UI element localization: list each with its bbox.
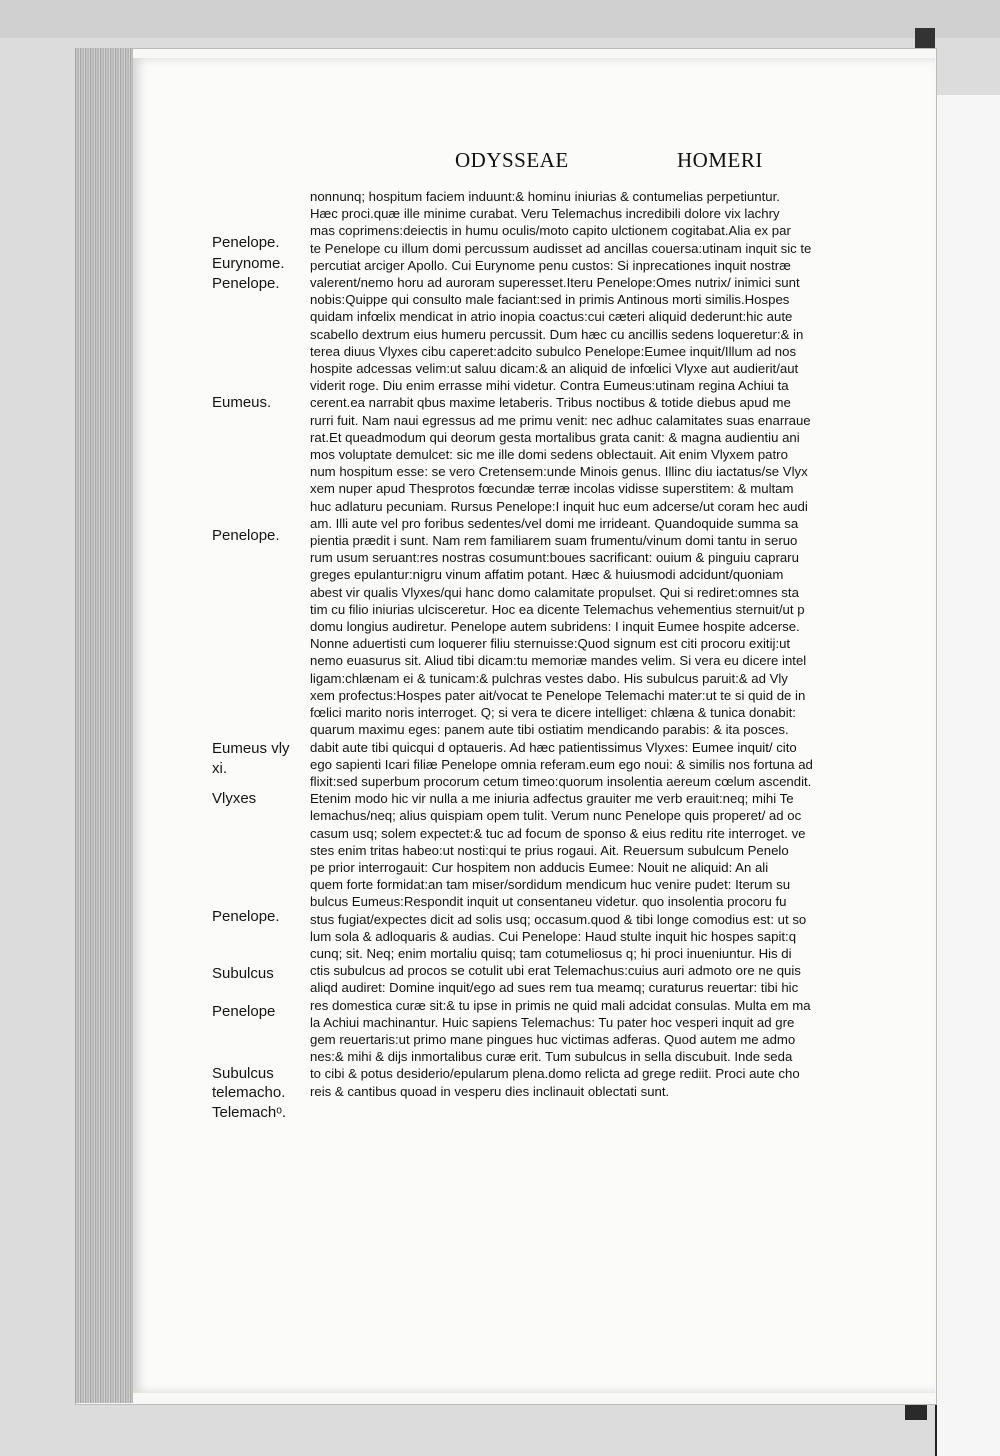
text-line: cerent.ea narrabit qbus maxime letaberis. Tribus noctibus & totide diebus apud me xyxy=(310,395,791,411)
text-line: gem reuertaris:ut primo mane pingues huc victimas adferas. Quod autem me admo xyxy=(310,1031,796,1047)
header-left: ODYSSEAE xyxy=(455,148,569,172)
text-line: ctis subulcus ad procos se cotulit ubi erat Telemachus:cuius auri admoto ore ne quis xyxy=(310,963,801,979)
text-line: nonnunq; hospitum faciem induunt:& hominu iniurias & contumelias perpetiuntur. xyxy=(310,189,780,204)
text-line: mos voluptate demulcet: sic me ille domi sedens oblectauit. Ait enim Vlyxem patro xyxy=(310,447,788,463)
body-text xyxy=(310,188,925,1100)
page-fore-edge xyxy=(75,48,133,1403)
text-line: dabit aute tibi quicqui d optaueris. Ad hæc patientissimus Vlyxes: Eumee inquit/ cito xyxy=(310,739,797,755)
text-line: quem forte formidat:an tam miser/sordidum mendicum huc venire pudet: Iterum su xyxy=(310,877,791,893)
text-line: lum sola & adloquaris & audias. Cui Penelope: Haud stulte inquit hic hospes sapit:q xyxy=(310,928,797,944)
facing-page-edge xyxy=(935,95,1000,1456)
text-line: cunq; sit. Neq; enim mortaliu quisq; tam cotumeliosus q; hi proci inueniuntur. His di xyxy=(310,945,792,961)
text-line: rat.Et queadmodum qui deorum gesta mortalibus grata canit: & magna audientiu ani xyxy=(310,429,800,445)
text-line: casum usq; solem expectet:& tuc ad focum de sponso & eius reditu rite interroget. ve xyxy=(310,825,806,841)
text-line: pe prior interrogauit: Cur hospitem non adducis Eumee: Nouit ne aliquid: An ali xyxy=(310,859,769,875)
text-line: lemachus/neq; alius quispiam opem tulit. Verum nunc Penelope quis properet/ ad oc xyxy=(310,808,802,824)
text-line: nes:& mihi & dijs inmortalibus curæ erit. Tum subulcus in sella discubuit. Inde seda xyxy=(310,1049,793,1065)
text-line: viderit roge. Diu enim errasse mihi videtur. Contra Eumeus:utinam regina Achiui ta xyxy=(310,378,789,394)
text-line: tim cu filio iniurias ulcisceretur. Hoc ea dicente Telemachus vehementius sternuit/ut p xyxy=(310,601,805,617)
margin-note: xi. xyxy=(212,760,227,777)
text-line: nobis:Quippe qui consulto male faciant:sed in primis Antinous morti similis.Hospes xyxy=(310,292,790,308)
text-line: res domestica curæ sit:& tu ipse in primis ne quid mali adcidat consulas. Multa em ma xyxy=(310,997,811,1013)
text-line: xem profectus:Hospes pater ait/vocat te Penelope Telemachi mater:ut te si quid de in xyxy=(310,687,806,703)
text-line: xem nuper apud Thesprotos fœcundæ terræ incolas vidisse superstitem: & multam xyxy=(310,481,794,497)
margin-note: Subulcus xyxy=(212,1065,274,1082)
text-line: stes enim tritas habeo:ut nosti:qui te prius rogaui. Ait. Reuersum subulcum Penelo xyxy=(310,842,789,858)
text-line: bulcus Eumeus:Respondit inquit ut consentaneu videtur. quo insolentia procoru fu xyxy=(310,894,787,910)
text-line: aliqd audiret: Domine inquit/ego ad sues rem tua meamq; curaturus reuertar: tibi hic xyxy=(310,980,799,996)
margin-note: Penelope. xyxy=(212,234,280,251)
margin-note: Penelope. xyxy=(212,908,280,925)
margin-note: Eumeus. xyxy=(212,394,272,411)
margin-note: telemacho. xyxy=(212,1084,286,1101)
text-line: fœlici marito noris interroget. Q; si vera te dicere intelliget: chlæna & tunica donabit: xyxy=(310,705,796,721)
text-line: stus fugiat/expectes dicit ad solis usq; occasum.quod & tibi longe comodius est: ut so xyxy=(310,911,807,927)
text-line: Nonne aduertisti cum loquerer filiu sternuisse:Quod signum est citi procoru exitij:ut xyxy=(310,636,791,652)
text-line: terea diuus Vlyxes cibu caperet:adcito subulco Penelope:Eumee inquit/Illum ad nos xyxy=(310,343,797,359)
text-line: flixit:sed superbum procorum cetum timeo:quorum insolentia aereum cœlum ascendit. xyxy=(310,773,812,789)
margin-note: Vlyxes xyxy=(212,790,257,807)
scan-top-margin xyxy=(0,0,1000,38)
text-line: ligam:chlænam ei & tunicam:& pulchras vestes dabo. His subulcus paruit:& ad Vly xyxy=(310,670,788,686)
text-line: hospite adcessas velim:ut saluu dicam:& an aliquid de infœlici Vlyxe aut audierit/aut xyxy=(310,361,799,377)
text-line: num hospitum esse: se vero Cretensem:unde Minois genus. Illinc diu iactatus/se Vlyx xyxy=(310,464,808,480)
margin-note: Telemachᵒ. xyxy=(212,1104,287,1121)
header-right: HOMERI xyxy=(677,148,763,172)
margin-note: Penelope. xyxy=(212,527,280,544)
text-line: quidam infœlix mendicat in atrio inopia coactus:cui cæteri aliquid dederunt:hic aute xyxy=(310,309,793,325)
text-line: quarum maximu eges: panem aute tibi ostiatim mendicando parabis: & ita posces. xyxy=(310,722,789,738)
text-line: valerent/nemo horu ad auroram superesset.Iteru Penelope:Omes nutrix/ inimici sunt xyxy=(310,275,800,291)
text-line: domu longius audiretur. Penelope autem subridens: I inquit Eumee hospite adcerse. xyxy=(310,619,800,635)
text-line: percutiat arciger Apollo. Cui Eurynome penu custos: Si inprecationes inquit nostræ xyxy=(310,257,791,273)
text-line: greges epulantur:nigru vinum affatim potant. Hæc & huiusmodi adcidunt/quoniam xyxy=(310,567,784,583)
text-line: pientia prædit i sunt. Nam rem familiarem suam frumentu/vinum domi tantu in seruo xyxy=(310,533,798,549)
running-header xyxy=(455,148,845,176)
margin-note: Penelope. xyxy=(212,275,280,292)
margin-note: Penelope xyxy=(212,1003,276,1020)
text-line: to cibi & potus desiderio/epularum plena.domo relicta ad grege rediit. Proci aute cho xyxy=(310,1066,800,1082)
text-line: mas coprimens:deiectis in humu oculis/moto capito ulctionem cogitabat.Alia ex par xyxy=(310,223,791,239)
text-line: reis & cantibus quoad in vesperu dies inclinauit oblectati sunt. xyxy=(310,1083,670,1099)
text-line: ego sapienti Icari filiæ Penelope omnia referam.eum ego noui: & similis nos fortuna ad xyxy=(310,756,813,772)
text-line: la Achiui machinantur. Huic sapiens Telemachus: Tu pater hoc vesperi inquit ad gre xyxy=(310,1014,795,1030)
text-line: nemo euasurus sit. Aliud tibi dicam:tu memoriæ mandes velim. Si vera eu dicere intel xyxy=(310,653,807,669)
text-line: Hæc proci.quæ ille minime curabat. Veru Telemachus incredibili dolore vix lachry xyxy=(310,206,780,222)
text-line: am. Illi aute vel pro foribus sedentes/vel domi me irrideant. Quandoquide summa sa xyxy=(310,515,799,531)
text-line: te Penelope cu illum domi percussum audisset ad ancillas couersa:utinam inquit sic te xyxy=(310,240,812,256)
text-line: huc adlaturu pecuniam. Rursus Penelope:I inquit huc eum adcerse/ut coram hec audi xyxy=(310,498,808,514)
text-line: abest vir qualis Vlyxes/qui hanc domo calamitate propulset. Qui si rediret:omnes sta xyxy=(310,584,799,600)
margin-note: Eurynome. xyxy=(212,255,285,272)
text-line: rurri fuit. Nam naui egressus ad me primu venit: nec adhuc calamitates suas enarraue xyxy=(310,412,811,428)
margin-note: Eumeus vly xyxy=(212,740,290,757)
text-line: rum usum seruant:res nostras cosumunt:boues sacrificant: ouium & pinguiu capraru xyxy=(310,550,799,566)
text-line: Etenim modo hic vir nulla a me iniuria adfectus grauiter me verb erauit:neq; mihi Te xyxy=(310,791,794,807)
text-line: scabello dextrum eius humeru percussit. Dum hæc cu ancillis sedens loqueretur:& in xyxy=(310,326,804,342)
margin-note: Subulcus xyxy=(212,965,274,982)
